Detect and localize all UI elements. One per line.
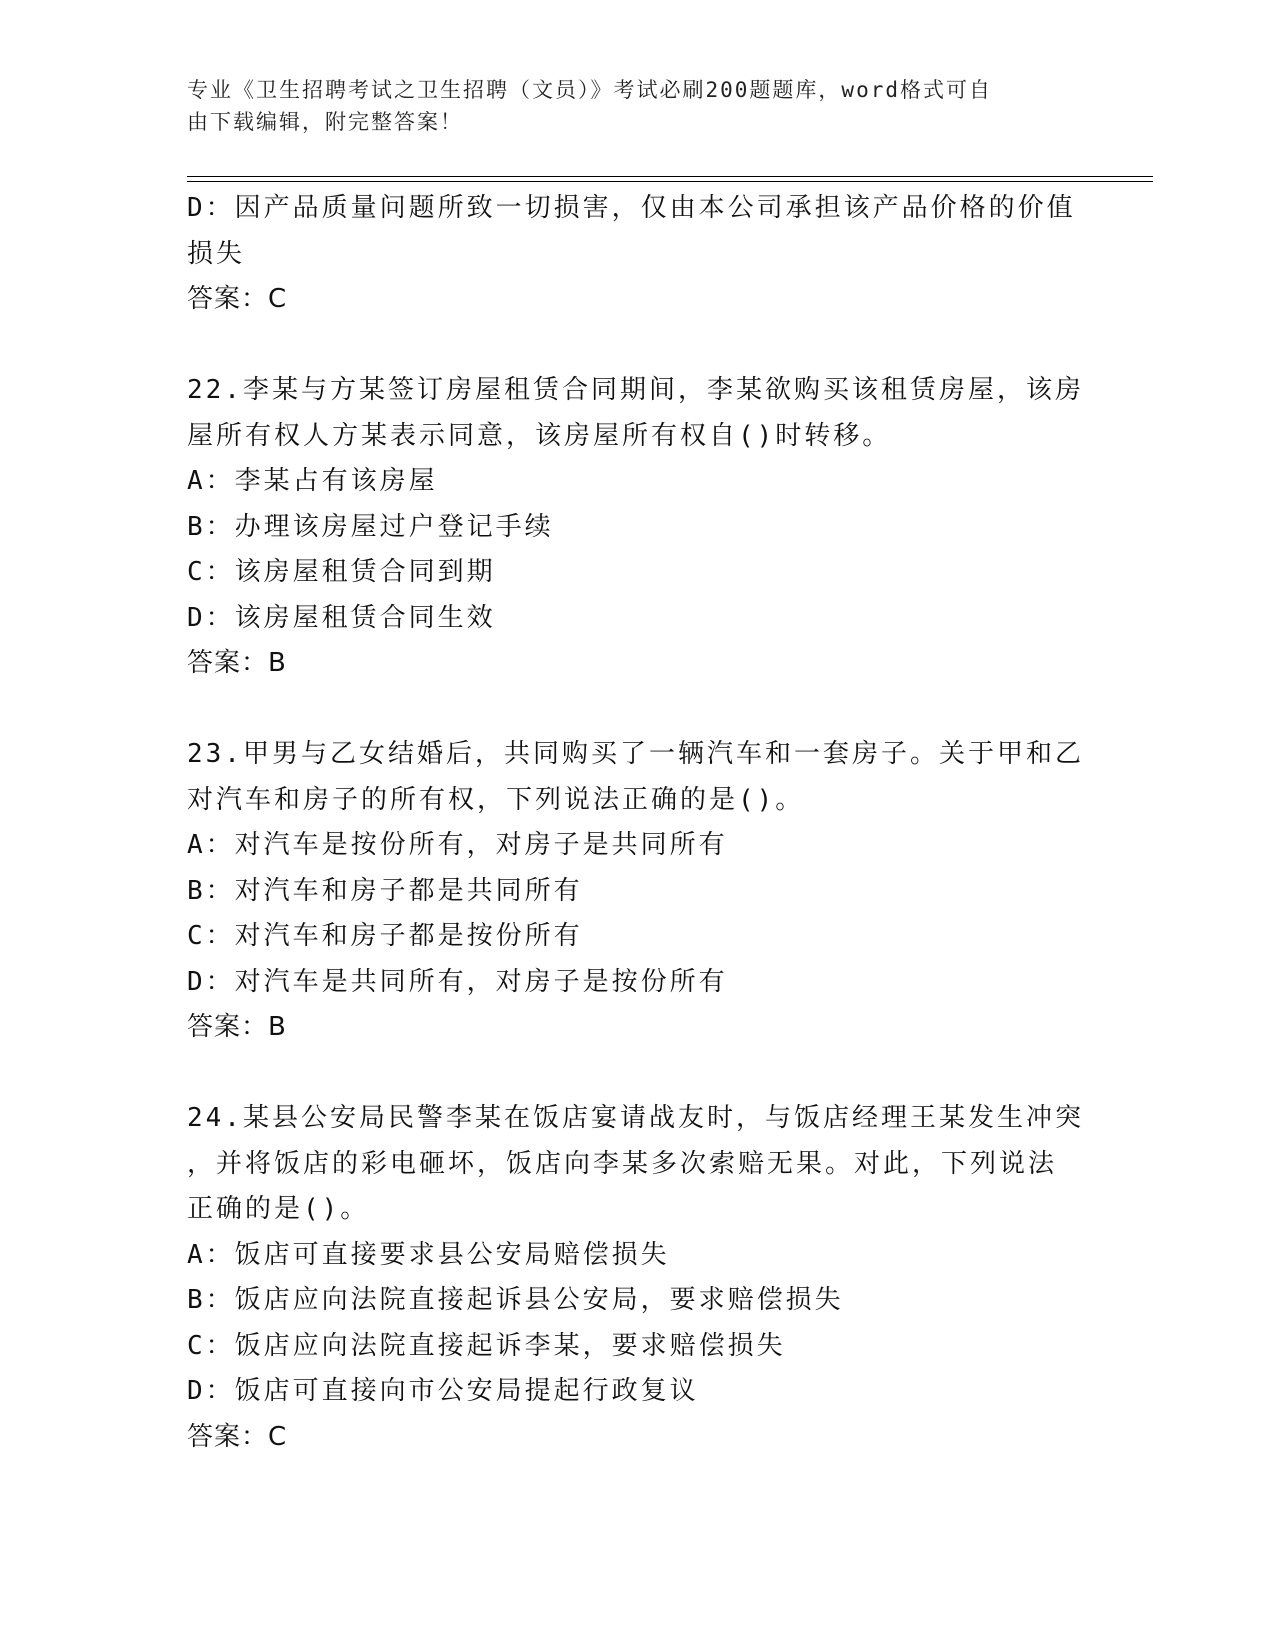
header-line-1: 专业《卫生招聘考试之卫生招聘（文员）》考试必刷200题题库，word格式可自 — [187, 78, 992, 102]
answer-line: 答案：B — [187, 648, 287, 678]
option-d: D：该房屋租赁合同生效 — [187, 602, 496, 633]
option-b: B：对汽车和房子都是共同所有 — [187, 875, 583, 906]
spacer — [187, 323, 1087, 369]
question-stem: 23.甲男与乙女结婚后，共同购买了一辆汽车和一套房子。关于甲和乙 — [187, 739, 1084, 769]
question-stem: 对汽车和房子的所有权，下列说法正确的是()。 — [187, 784, 805, 815]
option-c: C：饭店应向法院直接起诉李某，要求赔偿损失 — [187, 1330, 786, 1361]
spacer — [187, 1051, 1087, 1097]
page-header — [187, 74, 1067, 138]
option-d: D：饭店可直接向市公安局提起行政复议 — [187, 1376, 699, 1406]
question-stem: 22.李某与方某签订房屋租赁合同期间，李某欲购买该租赁房屋，该房 — [187, 375, 1084, 405]
question-24 — [187, 1096, 1087, 1460]
question-stem: ，并将饭店的彩电砸坏，饭店向李某多次索赔无果。对此，下列说法 — [187, 1148, 1058, 1179]
question-stem: 屋所有权人方某表示同意，该房屋所有权自()时转移。 — [187, 420, 892, 451]
option-d-continued: 损失 — [187, 238, 246, 269]
question-stem: 正确的是()。 — [187, 1194, 370, 1224]
header-divider — [187, 176, 1153, 182]
option-a: A：饭店可直接要求县公安局赔偿损失 — [187, 1239, 670, 1270]
option-b: B：办理该房屋过户登记手续 — [187, 511, 554, 542]
question-22 — [187, 368, 1087, 687]
option-d: D：因产品质量问题所致一切损害，仅由本公司承担该产品价格的价值 — [187, 193, 1076, 223]
option-c: C：该房屋租赁合同到期 — [187, 557, 496, 587]
question-stem: 24.某县公安局民警李某在饭店宴请战友时，与饭店经理王某发生冲突 — [187, 1103, 1084, 1133]
option-a: A：对汽车是按份所有，对房子是共同所有 — [187, 830, 728, 860]
spacer — [187, 687, 1087, 733]
carryover-question — [187, 186, 1087, 323]
answer-line: 答案：B — [187, 1012, 287, 1042]
answer-line: 答案：C — [187, 284, 288, 314]
question-23 — [187, 732, 1087, 1051]
option-a: A：李某占有该房屋 — [187, 466, 438, 496]
answer-line: 答案：C — [187, 1421, 288, 1452]
option-d: D：对汽车是共同所有，对房子是按份所有 — [187, 966, 728, 997]
question-content — [187, 186, 1087, 1460]
option-c: C：对汽车和房子都是按份所有 — [187, 921, 583, 951]
header-line-2: 由下载编辑，附完整答案！ — [187, 110, 463, 134]
option-b: B：饭店应向法院直接起诉县公安局，要求赔偿损失 — [187, 1285, 844, 1315]
